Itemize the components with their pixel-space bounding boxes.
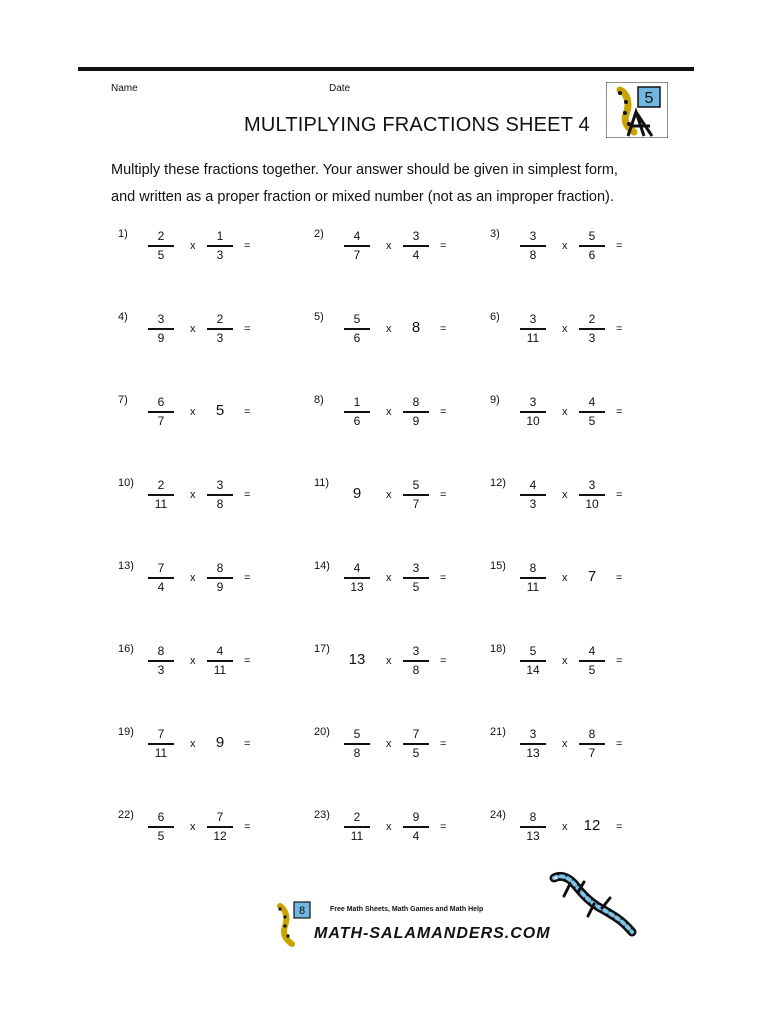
numerator: 3: [529, 395, 537, 409]
fraction: [403, 394, 429, 430]
equals-sign: =: [244, 655, 251, 667]
times-sign: x: [562, 406, 568, 418]
fraction: [148, 643, 174, 679]
numerator: 5: [588, 229, 596, 243]
fraction: [579, 643, 605, 679]
problem-number: 15): [490, 560, 506, 572]
numerator: 4: [216, 644, 224, 658]
equals-sign: =: [616, 738, 623, 750]
problem-9: [490, 394, 690, 442]
problem-number: 3): [490, 228, 500, 240]
denominator: 3: [157, 662, 165, 677]
denominator: 6: [588, 247, 596, 262]
denominator: 9: [157, 330, 165, 345]
fraction: [148, 809, 174, 845]
denominator: 10: [526, 413, 540, 428]
problem-number: 10): [118, 477, 134, 489]
numerator: 8: [588, 727, 596, 741]
equals-sign: =: [244, 240, 251, 252]
denominator: 13: [526, 745, 540, 760]
denominator: 11: [526, 579, 540, 594]
equals-sign: =: [616, 572, 623, 584]
problem-19: [118, 726, 318, 774]
fraction: [148, 726, 174, 762]
numerator: 6: [157, 810, 165, 824]
numerator: 2: [157, 229, 165, 243]
problem-15: [490, 560, 690, 608]
salamander-icon: [548, 870, 638, 945]
fraction: [520, 477, 546, 513]
numerator: 1: [353, 395, 361, 409]
problem-number: 6): [490, 311, 500, 323]
problem-21: [490, 726, 690, 774]
times-sign: x: [386, 572, 392, 584]
fraction: [344, 311, 370, 347]
equals-sign: =: [440, 489, 447, 501]
fraction: [207, 643, 233, 679]
denominator: 4: [157, 579, 165, 594]
equals-sign: =: [616, 323, 623, 335]
times-sign: x: [190, 240, 196, 252]
problem-number: 23): [314, 809, 330, 821]
numerator: 3: [529, 727, 537, 741]
denominator: 3: [216, 247, 224, 262]
fraction: [344, 809, 370, 845]
problem-number: 20): [314, 726, 330, 738]
name-label: Name: [111, 83, 138, 94]
numerator: 5: [353, 727, 361, 741]
numerator: 3: [216, 478, 224, 492]
fraction: [520, 560, 546, 596]
denominator: 3: [588, 330, 596, 345]
denominator: 10: [585, 496, 599, 511]
numerator: 5: [353, 312, 361, 326]
fraction: [579, 228, 605, 264]
problem-8: [314, 394, 514, 442]
problem-13: [118, 560, 318, 608]
fraction: [344, 394, 370, 430]
times-sign: x: [190, 655, 196, 667]
denominator: 11: [350, 828, 364, 843]
fraction: [207, 560, 233, 596]
whole-number: 8: [411, 319, 421, 336]
equals-sign: =: [244, 738, 251, 750]
denominator: 4: [412, 828, 420, 843]
problem-number: 16): [118, 643, 134, 655]
times-sign: x: [190, 406, 196, 418]
times-sign: x: [562, 738, 568, 750]
denominator: 9: [412, 413, 420, 428]
problem-number: 12): [490, 477, 506, 489]
problem-number: 14): [314, 560, 330, 572]
denominator: 4: [412, 247, 420, 262]
problem-2: [314, 228, 514, 276]
numerator: 7: [412, 727, 420, 741]
denominator: 13: [526, 828, 540, 843]
instructions-line-1: Multiply these fractions together. Your answer should be given in simplest form,: [111, 162, 618, 178]
fraction: [148, 394, 174, 430]
problem-12: [490, 477, 690, 525]
fraction: [148, 311, 174, 347]
problem-number: 9): [490, 394, 500, 406]
numerator: 8: [157, 644, 165, 658]
denominator: 13: [350, 579, 364, 594]
denominator: 11: [154, 496, 168, 511]
problem-number: 13): [118, 560, 134, 572]
numerator: 2: [157, 478, 165, 492]
footer-logo-badge: 8: [298, 905, 306, 917]
problem-number: 4): [118, 311, 128, 323]
fraction: [207, 809, 233, 845]
fraction: [403, 560, 429, 596]
denominator: 9: [216, 579, 224, 594]
numerator: 3: [529, 312, 537, 326]
numerator: 1: [216, 229, 224, 243]
problem-number: 2): [314, 228, 324, 240]
equals-sign: =: [616, 821, 623, 833]
numerator: 7: [157, 727, 165, 741]
denominator: 5: [412, 579, 420, 594]
denominator: 5: [157, 828, 165, 843]
problem-10: [118, 477, 318, 525]
problem-14: [314, 560, 514, 608]
denominator: 12: [213, 828, 227, 843]
problem-11: [314, 477, 514, 525]
denominator: 7: [588, 745, 596, 760]
problem-5: [314, 311, 514, 359]
denominator: 7: [412, 496, 420, 511]
logo-badge: 5: [644, 90, 654, 107]
times-sign: x: [386, 406, 392, 418]
problem-17: [314, 643, 514, 691]
fraction: [344, 228, 370, 264]
fraction: [148, 560, 174, 596]
denominator: 5: [412, 745, 420, 760]
problem-number: 24): [490, 809, 506, 821]
times-sign: x: [190, 489, 196, 501]
fraction: [403, 477, 429, 513]
fraction: [520, 809, 546, 845]
fraction: [579, 394, 605, 430]
times-sign: x: [562, 572, 568, 584]
fraction: [579, 477, 605, 513]
fraction: [403, 228, 429, 264]
numerator: 3: [412, 561, 420, 575]
numerator: 6: [157, 395, 165, 409]
problem-number: 18): [490, 643, 506, 655]
denominator: 8: [353, 745, 361, 760]
footer-tagline: Free Math Sheets, Math Games and Math Help: [330, 906, 484, 913]
fraction: [207, 477, 233, 513]
times-sign: x: [386, 240, 392, 252]
problem-7: [118, 394, 318, 442]
times-sign: x: [190, 323, 196, 335]
denominator: 7: [157, 413, 165, 428]
equals-sign: =: [440, 572, 447, 584]
denominator: 11: [154, 745, 168, 760]
equals-sign: =: [244, 323, 251, 335]
denominator: 11: [213, 662, 227, 677]
whole-number: 7: [587, 568, 597, 585]
denominator: 8: [216, 496, 224, 511]
problem-number: 22): [118, 809, 134, 821]
whole-number: 9: [352, 485, 362, 502]
fraction: [148, 228, 174, 264]
numerator: 4: [353, 561, 361, 575]
numerator: 3: [412, 229, 420, 243]
denominator: 14: [526, 662, 540, 677]
problem-16: [118, 643, 318, 691]
denominator: 7: [353, 247, 361, 262]
problem-number: 8): [314, 394, 324, 406]
equals-sign: =: [244, 821, 251, 833]
problem-23: [314, 809, 514, 857]
problem-number: 19): [118, 726, 134, 738]
times-sign: x: [562, 655, 568, 667]
problem-number: 17): [314, 643, 330, 655]
numerator: 7: [157, 561, 165, 575]
instructions-line-2: and written as a proper fraction or mixed number (not as an improper fraction).: [111, 189, 614, 205]
fraction: [520, 394, 546, 430]
problem-3: [490, 228, 690, 276]
times-sign: x: [562, 821, 568, 833]
equals-sign: =: [440, 821, 447, 833]
problem-number: 11): [314, 477, 330, 489]
fraction: [520, 311, 546, 347]
numerator: 8: [529, 561, 537, 575]
denominator: 6: [353, 413, 361, 428]
numerator: 3: [412, 644, 420, 658]
fraction: [148, 477, 174, 513]
numerator: 8: [529, 810, 537, 824]
numerator: 2: [588, 312, 596, 326]
denominator: 5: [588, 662, 596, 677]
equals-sign: =: [616, 406, 623, 418]
times-sign: x: [562, 489, 568, 501]
problem-number: 5): [314, 311, 324, 323]
numerator: 4: [353, 229, 361, 243]
fraction: [520, 228, 546, 264]
problem-1: [118, 228, 318, 276]
fraction: [403, 809, 429, 845]
numerator: 8: [216, 561, 224, 575]
equals-sign: =: [616, 655, 623, 667]
fraction: [403, 726, 429, 762]
problem-22: [118, 809, 318, 857]
numerator: 5: [412, 478, 420, 492]
numerator: 2: [353, 810, 361, 824]
equals-sign: =: [244, 489, 251, 501]
denominator: 3: [216, 330, 224, 345]
equals-sign: =: [616, 240, 623, 252]
times-sign: x: [190, 738, 196, 750]
equals-sign: =: [244, 572, 251, 584]
numerator: 3: [157, 312, 165, 326]
fraction: [344, 560, 370, 596]
numerator: 2: [216, 312, 224, 326]
times-sign: x: [386, 655, 392, 667]
numerator: 9: [412, 810, 420, 824]
fraction: [579, 311, 605, 347]
problem-number: 1): [118, 228, 128, 240]
times-sign: x: [386, 738, 392, 750]
numerator: 7: [216, 810, 224, 824]
fraction: [520, 726, 546, 762]
times-sign: x: [190, 821, 196, 833]
whole-number: 13: [348, 651, 366, 668]
equals-sign: =: [440, 323, 447, 335]
equals-sign: =: [440, 406, 447, 418]
times-sign: x: [386, 821, 392, 833]
times-sign: x: [190, 572, 196, 584]
denominator: 3: [529, 496, 537, 511]
footer-site-name: MATH-SALAMANDERS.COM: [314, 925, 551, 942]
denominator: 8: [529, 247, 537, 262]
denominator: 8: [412, 662, 420, 677]
times-sign: x: [562, 240, 568, 252]
fraction: [344, 726, 370, 762]
fraction: [579, 726, 605, 762]
whole-number: 5: [215, 402, 225, 419]
numerator: 3: [529, 229, 537, 243]
footer-salamander-logo-icon: [270, 900, 316, 953]
equals-sign: =: [616, 489, 623, 501]
equals-sign: =: [440, 655, 447, 667]
denominator: 5: [588, 413, 596, 428]
numerator: 8: [412, 395, 420, 409]
numerator: 5: [529, 644, 537, 658]
problem-6: [490, 311, 690, 359]
equals-sign: =: [244, 406, 251, 418]
whole-number: 9: [215, 734, 225, 751]
times-sign: x: [562, 323, 568, 335]
problem-4: [118, 311, 318, 359]
problem-number: 7): [118, 394, 128, 406]
numerator: 4: [588, 395, 596, 409]
problem-18: [490, 643, 690, 691]
fraction: [207, 311, 233, 347]
fraction: [207, 228, 233, 264]
equals-sign: =: [440, 240, 447, 252]
problem-number: 21): [490, 726, 506, 738]
denominator: 5: [157, 247, 165, 262]
denominator: 6: [353, 330, 361, 345]
problem-20: [314, 726, 514, 774]
fraction: [403, 643, 429, 679]
numerator: 3: [588, 478, 596, 492]
numerator: 4: [529, 478, 537, 492]
page-title: MULTIPLYING FRACTIONS SHEET 4: [244, 114, 590, 136]
numerator: 4: [588, 644, 596, 658]
times-sign: x: [386, 489, 392, 501]
problem-24: [490, 809, 690, 857]
fraction: [520, 643, 546, 679]
date-label: Date: [329, 83, 351, 94]
denominator: 11: [526, 330, 540, 345]
whole-number: 12: [583, 817, 601, 834]
times-sign: x: [386, 323, 392, 335]
equals-sign: =: [440, 738, 447, 750]
